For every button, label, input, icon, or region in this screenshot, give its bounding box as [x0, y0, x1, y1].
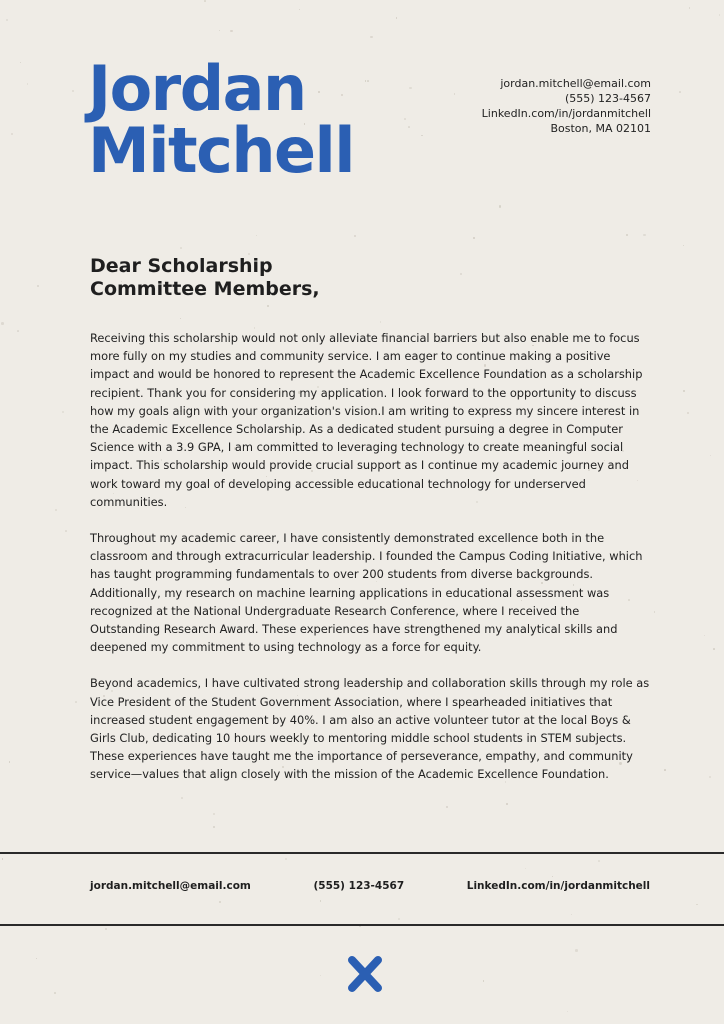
first-name: Jordan — [88, 52, 306, 125]
paper-speck — [396, 17, 398, 19]
paper-speck — [370, 36, 373, 39]
paper-speck — [664, 769, 666, 771]
paper-speck — [320, 900, 322, 902]
paper-speck — [454, 93, 456, 95]
paragraph-3: Beyond academics, I have cultivated strong leadership and collaboration skills through my role as Vice President of the Student Government Association, where I spearheaded initiatives that increased student engagement by 40%. I am also an active volunteer tutor at the local Boys & Girls Club, dedicating 10 hours weekly to mentoring middle school students in STEM subjects. These experiences have taught me the importance of perseverance, empathy, and community service—values that align closely with the mission of the Academic Excellence Foundation. — [90, 676, 650, 782]
header-email: jordan.mitchell@email.com — [500, 77, 651, 90]
paper-speck — [710, 455, 711, 456]
paper-speck — [483, 980, 485, 982]
paper-speck — [256, 235, 257, 236]
paper-speck — [679, 91, 681, 93]
paper-speck — [204, 0, 206, 2]
letter-body — [90, 329, 650, 802]
paper-speck — [409, 87, 411, 89]
paper-speck — [17, 330, 19, 332]
paper-speck — [696, 904, 698, 906]
paper-speck — [704, 635, 705, 636]
header-location: Boston, MA 02101 — [550, 122, 651, 135]
paper-speck — [683, 390, 685, 392]
salutation-line-2: Committee Members, — [90, 278, 320, 300]
paper-speck — [598, 860, 600, 862]
paper-speck — [446, 806, 448, 808]
x-mark-icon — [345, 954, 385, 994]
paper-speck — [180, 318, 182, 320]
paper-speck — [180, 247, 182, 249]
paper-speck — [408, 126, 410, 128]
salutation-line-1: Dear Scholarship — [90, 255, 273, 277]
paragraph-2: Throughout my academic career, I have consistently demonstrated excellence both in the classroom and through extracurricular leadership. I founded the Campus Coding Initiative, which has taught programming fundamentals to over 200 students from diverse backgrounds. Additionally, my research on machine learning applications in educational assessment was recognized at the National Undergraduate Research Conference, where I received the Outstanding Research Award. These experiences have strengthened my analytical skills and deepened my commitment to using technology as a force for equity. — [90, 531, 643, 655]
paper-speck — [1, 322, 4, 325]
paper-speck — [36, 958, 37, 959]
footer-phone: (555) 123-4567 — [313, 880, 405, 892]
paper-speck — [575, 949, 578, 952]
paper-speck — [552, 876, 553, 877]
last-name: Mitchell — [88, 114, 355, 187]
footer-email: jordan.mitchell@email.com — [90, 880, 251, 892]
paper-speck — [365, 80, 367, 82]
paper-speck — [709, 776, 711, 778]
paper-speck — [105, 928, 107, 930]
header-phone: (555) 123-4567 — [564, 92, 651, 105]
paper-speck — [72, 90, 74, 92]
paper-speck — [506, 803, 508, 805]
paper-speck — [719, 14, 720, 15]
paper-speck — [219, 901, 222, 904]
paper-speck — [367, 80, 369, 82]
paper-speck — [567, 1011, 568, 1012]
paper-speck — [380, 321, 381, 322]
header-contact-block — [482, 76, 651, 136]
paper-speck — [683, 245, 684, 246]
paper-speck — [55, 509, 57, 511]
paper-speck — [213, 826, 215, 828]
applicant-name — [88, 52, 355, 187]
paper-speck — [421, 135, 422, 136]
paper-speck — [404, 118, 406, 120]
paper-speck — [230, 30, 232, 32]
paper-speck — [267, 305, 269, 307]
paper-speck — [571, 914, 572, 915]
paper-speck — [499, 205, 501, 207]
paper-speck — [75, 701, 77, 703]
paper-speck — [687, 412, 689, 414]
paragraph-1: Receiving this scholarship would not only alleviate financial barriers but also enable me to focus more fully on my studies and community service. I am eager to continue making a positive impact and would be honored to represent the Academic Excellence Foundation as a scholarship recipient. Thank you for considering my application. I look forward to the opportunity to discuss how my goals align with your organization's vision.I am writing to express my sincere interest in the Academic Excellence Scholarship. As a dedicated student pursuing a degree in Computer Science with a 3.9 GPA, I am committed to leveraging technology to create meaningful social impact. This scholarship would provide crucial support as I continue my academic journey and work toward my goal of developing accessible educational technology for underserved communities. — [90, 331, 643, 509]
salutation — [90, 255, 320, 301]
paper-speck — [643, 234, 646, 237]
paper-speck — [2, 858, 3, 859]
paper-speck — [354, 235, 356, 237]
header-linkedin: LinkedIn.com/in/jordanmitchell — [481, 107, 651, 120]
paper-speck — [398, 918, 400, 920]
paper-speck — [713, 648, 715, 650]
paper-speck — [299, 9, 301, 11]
footer-linkedin: LinkedIn.com/in/jordanmitchell — [466, 880, 650, 892]
paper-speck — [654, 611, 655, 612]
paper-speck — [6, 19, 8, 21]
footer-contact-bar — [90, 880, 650, 892]
paper-speck — [626, 234, 628, 236]
paper-speck — [460, 273, 462, 275]
paper-speck — [525, 868, 526, 869]
paper-speck — [689, 7, 690, 8]
paper-speck — [20, 62, 22, 64]
paper-speck — [473, 237, 474, 238]
paper-speck — [62, 411, 64, 413]
paper-speck — [285, 858, 287, 860]
paper-speck — [9, 761, 10, 762]
footer-bottom-divider — [0, 924, 724, 926]
paper-speck — [320, 975, 321, 976]
paper-speck — [213, 813, 215, 815]
paper-speck — [54, 992, 56, 994]
paper-speck — [27, 83, 28, 84]
paper-speck — [65, 530, 67, 532]
footer-top-divider — [0, 852, 724, 854]
paper-speck — [219, 30, 220, 31]
paper-speck — [37, 285, 39, 287]
paper-speck — [11, 133, 13, 135]
